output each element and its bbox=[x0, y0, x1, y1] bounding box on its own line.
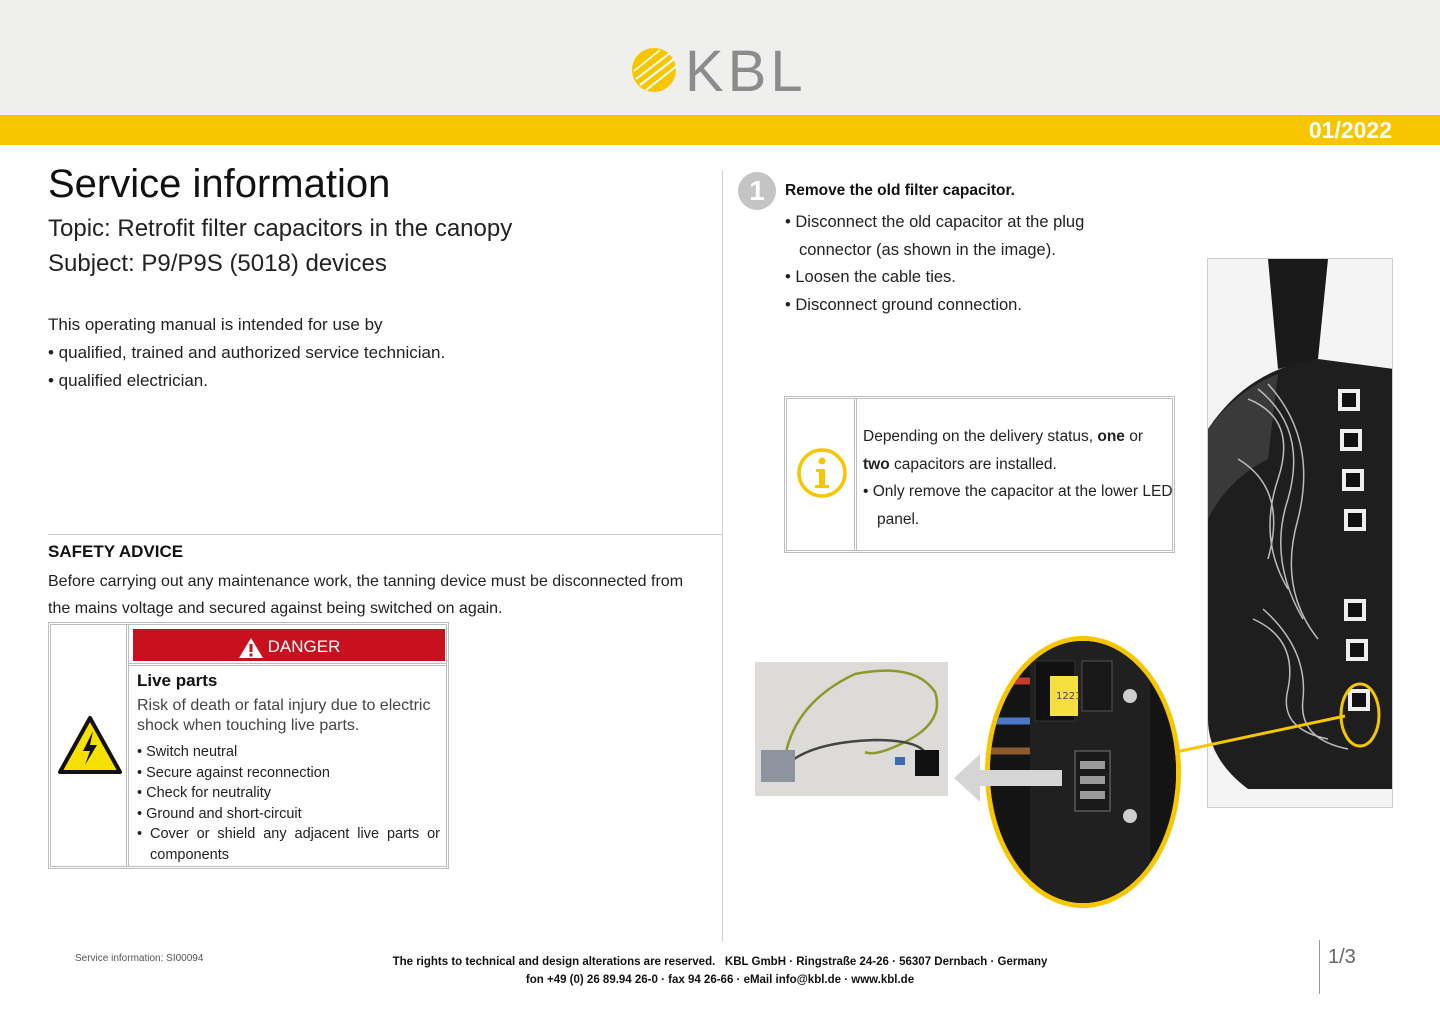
brand-name: KBL bbox=[685, 39, 807, 104]
info-text-post: capacitors are installed. bbox=[889, 455, 1057, 473]
step-item: • Disconnect ground connection. bbox=[785, 295, 1022, 314]
arrow-left-icon bbox=[950, 748, 1070, 808]
page-title: Service information bbox=[48, 162, 391, 206]
danger-banner bbox=[133, 629, 445, 661]
capacitor-photo bbox=[755, 662, 948, 796]
canopy-wiring-image bbox=[1208, 259, 1393, 808]
intro-item: • qualified, trained and authorized service technician. bbox=[48, 343, 446, 362]
sun-logo-icon bbox=[630, 45, 680, 95]
intro-item: • qualified electrician. bbox=[48, 371, 208, 390]
intended-use bbox=[48, 311, 445, 395]
electric-hazard-icon bbox=[57, 715, 123, 775]
canopy-photo bbox=[1207, 258, 1393, 808]
step-item: • Loosen the cable ties. bbox=[785, 268, 956, 286]
connector-label: 1221 bbox=[1056, 691, 1082, 702]
hazard-measures bbox=[137, 742, 440, 865]
info-text bbox=[863, 423, 1173, 533]
step-title: Remove the old filter capacitor. bbox=[785, 182, 1015, 199]
info-icon-cell bbox=[787, 399, 857, 550]
header-accent-bar bbox=[0, 115, 1440, 145]
measure-item: • Switch neutral bbox=[137, 744, 238, 760]
info-text-pre: Depending on the delivery status, bbox=[863, 428, 1098, 445]
footer-line-1: The rights to technical and design alterations are reserved. KBL GmbH · Ringstraße 24-26 · 56307 Dernbach · Germany bbox=[392, 956, 1048, 968]
page-number: 1/3 bbox=[1328, 946, 1356, 968]
footer-legal bbox=[300, 953, 1140, 989]
info-notice bbox=[784, 396, 1175, 553]
measure-item: • Cover or shield any adjacent live parts or components bbox=[137, 826, 440, 863]
hazard-heading: Live parts bbox=[137, 671, 218, 690]
document-id: Service information: SI00094 bbox=[75, 953, 204, 964]
issue-date: 01/2022 bbox=[1308, 117, 1392, 143]
info-text-or: or bbox=[1124, 428, 1144, 445]
footer-line-2: fon +49 (0) 26 89.94 26-0 · fax 94 26-66 · eMail info@kbl.de · www.kbl.de bbox=[525, 974, 915, 986]
kbl-logo bbox=[630, 39, 820, 104]
warning-triangle-icon bbox=[238, 637, 264, 659]
info-bold-one: one bbox=[1097, 428, 1125, 445]
page-header bbox=[0, 0, 1440, 115]
safety-heading: SAFETY ADVICE bbox=[48, 542, 184, 561]
danger-body bbox=[129, 663, 446, 866]
intro-text: This operating manual is intended for use by bbox=[48, 315, 383, 334]
subject-line: Subject: P9/P9S (5018) devices bbox=[48, 250, 387, 277]
info-icon bbox=[796, 447, 848, 499]
old-capacitor-image bbox=[755, 662, 948, 796]
measure-item: • Secure against reconnection bbox=[137, 764, 330, 781]
measure-item: • Check for neutrality bbox=[137, 785, 272, 801]
topic-line: Topic: Retrofit filter capacitors in the canopy bbox=[48, 215, 513, 242]
footer-divider bbox=[1319, 940, 1320, 994]
info-bold-two: two bbox=[863, 455, 890, 473]
section-divider bbox=[48, 534, 723, 535]
danger-notice bbox=[48, 622, 449, 869]
info-bullet: • Only remove the capacitor at the lower LED panel. bbox=[863, 483, 1173, 528]
column-divider bbox=[722, 170, 723, 942]
step-item: • Disconnect the old capacitor at the plug connector (as shown in the image). bbox=[785, 213, 1085, 259]
measure-item: • Ground and short-circuit bbox=[137, 805, 302, 822]
danger-icon-cell bbox=[51, 625, 129, 866]
hazard-risk: Risk of death or fatal injury due to electric shock when touching live parts. bbox=[137, 697, 431, 734]
danger-label: DANGER bbox=[267, 637, 341, 656]
step-number-badge: 1 bbox=[738, 172, 776, 210]
safety-text: Before carrying out any maintenance work, the tanning device must be disconnected from the mains voltage and secured against being switched on again. bbox=[48, 573, 684, 617]
step-instructions bbox=[785, 209, 1145, 319]
